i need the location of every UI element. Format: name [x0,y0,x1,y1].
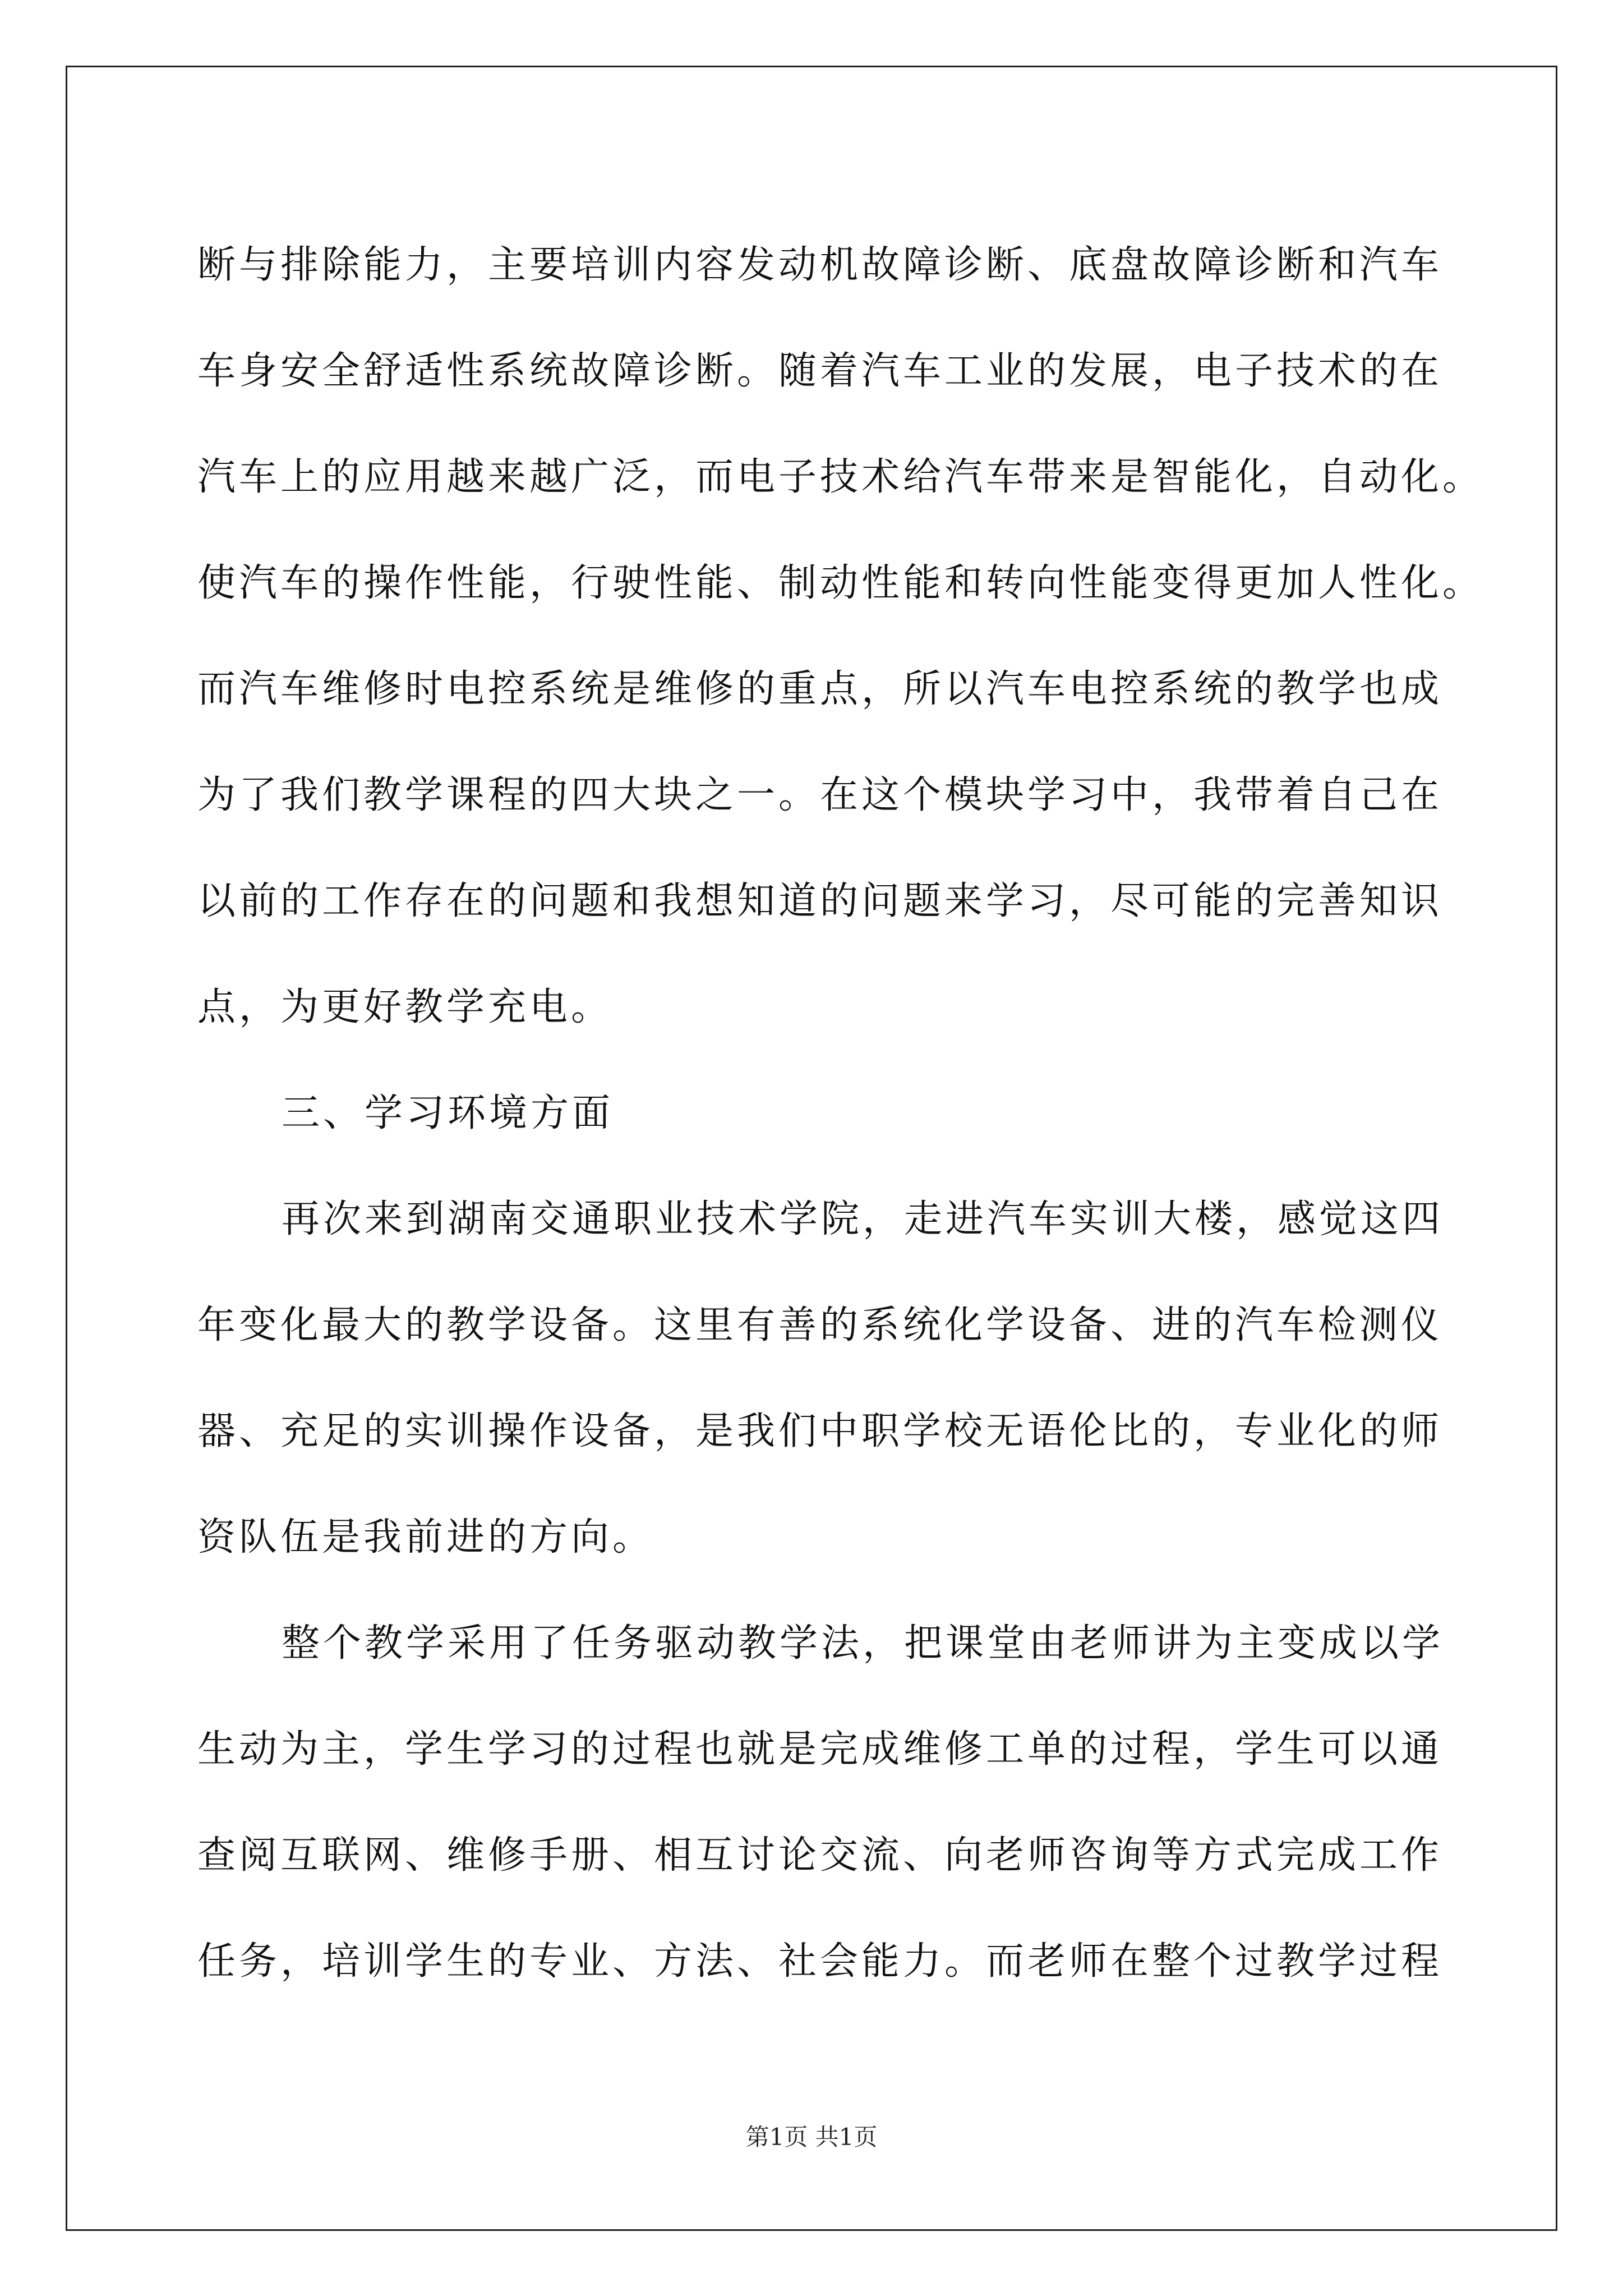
text-line: 整个教学采用了任务驱动教学法，把课堂由老师讲为主变成以学 [282,1621,1444,1665]
text-line: 生动为主，学生学习的过程也就是完成维修工单的过程，学生可以通 [197,1727,1443,1772]
text-line: 三、学习环境方面 [282,1091,614,1135]
text-line: 为了我们教学课程的四大块之一。在这个模块学习中，我带着自己在 [197,773,1443,817]
text-line: 断与排除能力，主要培训内容发动机故障诊断、底盘故障诊断和汽车 [197,243,1443,287]
text-line: 资队伍是我前进的方向。 [197,1515,654,1559]
text-line: 查阅互联网、维修手册、相互讨论交流、向老师咨询等方式完成工作 [197,1833,1443,1878]
text-line: 器、充足的实训操作设备，是我们中职学校无语伦比的，专业化的师 [197,1409,1443,1453]
text-line: 任务，培训学生的专业、方法、社会能力。而老师在整个过教学过程 [197,1939,1443,1984]
text-line: 使汽车的操作性能，行驶性能、制动性能和转向性能变得更加人性化。 [197,561,1484,605]
page-number-footer: 第1页 共1页 [745,2123,878,2151]
text-line: 而汽车维修时电控系统是维修的重点，所以汽车电控系统的教学也成 [197,667,1443,711]
document-body [197,212,1484,2014]
text-line: 车身安全舒适性系统故障诊断。随着汽车工业的发展，电子技术的在 [197,349,1443,393]
text-line: 再次来到湖南交通职业技术学院，走进汽车实训大楼，感觉这四 [282,1197,1444,1241]
text-line: 点，为更好教学充电。 [197,985,613,1029]
text-line: 以前的工作存在的问题和我想知道的问题来学习，尽可能的完善知识 [197,879,1443,923]
text-line: 汽车上的应用越来越广泛，而电子技术给汽车带来是智能化，自动化。 [197,455,1484,499]
text-line: 年变化最大的教学设备。这里有善的系统化学设备、进的汽车检测仪 [197,1303,1443,1347]
